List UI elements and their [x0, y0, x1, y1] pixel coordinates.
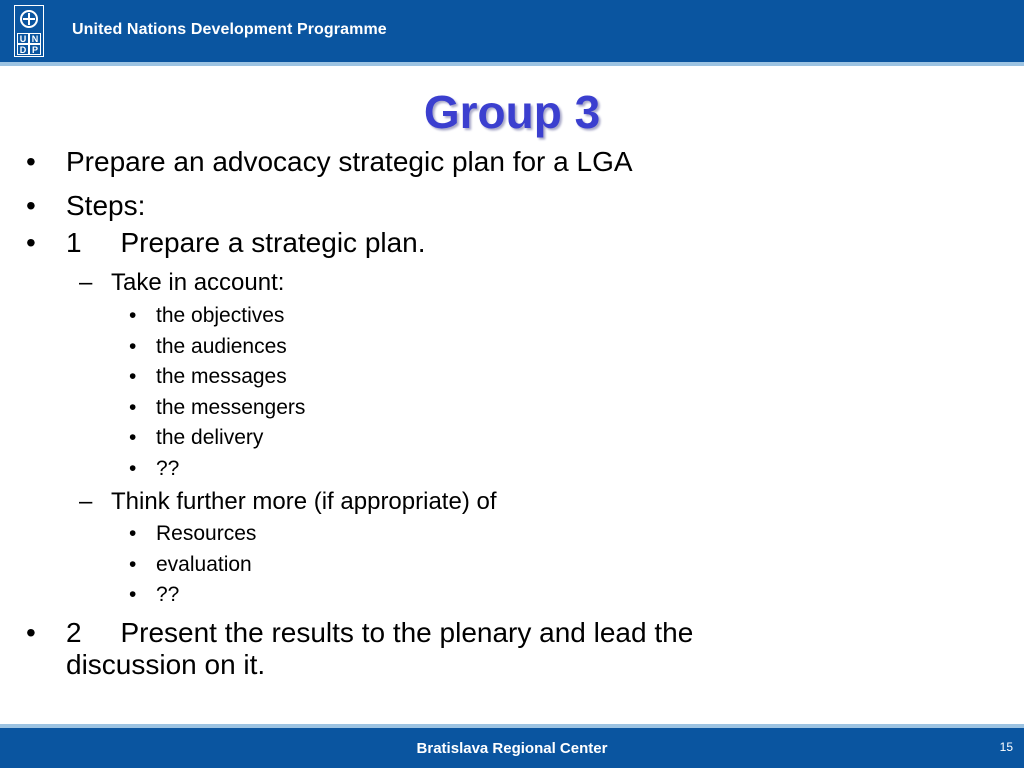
page-number: 15 [999, 740, 1013, 754]
sub-sub-list-item [129, 425, 264, 451]
sub-sub-list-item [129, 552, 252, 578]
list-item-text: ?? [156, 583, 180, 606]
list-item-text: discussion on it. [66, 649, 266, 680]
sub-sub-list-item [129, 582, 180, 608]
list-item-text: Steps: [66, 190, 146, 221]
un-emblem-icon [20, 10, 38, 28]
bullet-icon: • [129, 396, 137, 419]
logo-letter: U [17, 33, 29, 44]
sub-sub-list-item [129, 456, 180, 482]
list-item-text: 1 Prepare a strategic plan. [66, 227, 426, 258]
list-item-text: evaluation [156, 553, 252, 576]
list-item-continuation [66, 649, 866, 681]
sub-list-item [79, 488, 497, 516]
list-item-text: ?? [156, 457, 180, 480]
list-item-text: the delivery [156, 426, 264, 449]
sub-sub-list-item [129, 364, 287, 390]
sub-sub-list-item [129, 395, 306, 421]
list-item-text: Think further more (if appropriate) of [111, 488, 497, 515]
dash-icon: – [79, 488, 93, 515]
organization-name: United Nations Development Programme [72, 21, 387, 38]
list-item [26, 190, 866, 222]
list-item-text: the objectives [156, 304, 285, 327]
bullet-icon: • [129, 304, 137, 327]
dash-icon: – [79, 269, 93, 296]
list-item [26, 617, 866, 649]
list-item [26, 227, 866, 259]
sub-sub-list-item [129, 521, 257, 547]
footer-center-text: Bratislava Regional Center [416, 740, 608, 757]
list-item-text: Prepare an advocacy strategic plan for a LGA [66, 146, 633, 177]
list-item-text: the audiences [156, 335, 287, 358]
bullet-icon: • [129, 457, 137, 480]
bullet-icon: • [26, 227, 36, 258]
bullet-icon: • [26, 190, 36, 221]
logo-letter: D [17, 44, 29, 55]
bullet-icon: • [129, 426, 137, 449]
list-item-text: Resources [156, 522, 257, 545]
bullet-icon: • [129, 365, 137, 388]
list-item [26, 146, 866, 178]
sub-sub-list-item [129, 334, 287, 360]
slide-title: Group 3 [423, 86, 601, 138]
sub-sub-list-item [129, 303, 285, 329]
header-divider [0, 62, 1024, 66]
logo-letter: P [29, 44, 41, 55]
logo-letter: N [29, 33, 41, 44]
list-item-text: 2 Present the results to the plenary and lead the [66, 617, 694, 648]
footer-bar [0, 728, 1024, 768]
list-item-text: Take in account: [111, 269, 285, 296]
bullet-icon: • [129, 335, 137, 358]
list-item-text: the messengers [156, 396, 306, 419]
bullet-icon: • [129, 583, 137, 606]
undp-logo-icon [14, 5, 44, 57]
bullet-icon: • [26, 146, 36, 177]
bullet-icon: • [26, 617, 36, 648]
list-item-text: the messages [156, 365, 287, 388]
header-bar [0, 0, 1024, 62]
sub-list-item [79, 269, 285, 297]
bullet-icon: • [129, 522, 137, 545]
logo-letters [17, 33, 41, 55]
bullet-icon: • [129, 553, 137, 576]
